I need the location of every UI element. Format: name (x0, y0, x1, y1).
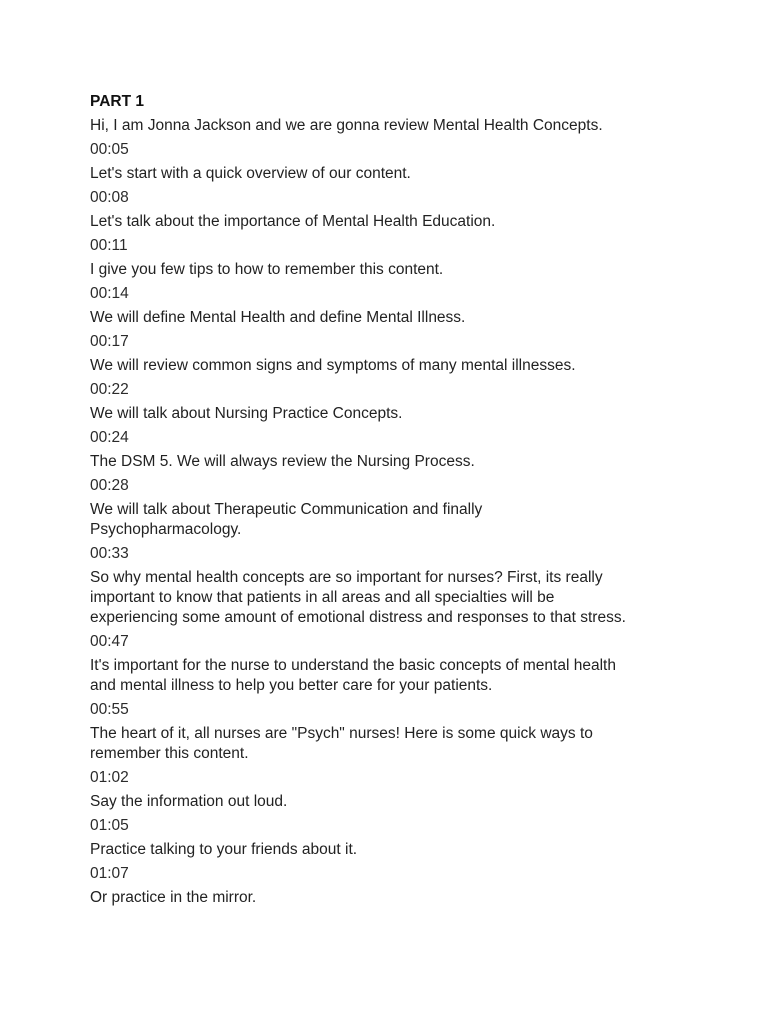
timestamp: 01:07 (90, 865, 129, 882)
transcript-line: We will review common signs and symptoms of many mental illnesses. (90, 357, 576, 374)
timestamp: 01:02 (90, 769, 129, 786)
part-heading: PART 1 (90, 93, 144, 110)
transcript-line: The DSM 5. We will always review the Nursing Process. (90, 453, 475, 470)
timestamp: 00:47 (90, 633, 129, 650)
transcript-line: We will talk about Nursing Practice Concepts. (90, 405, 403, 422)
transcript-line: So why mental health concepts are so important for nurses? First, its really important to know that patients in all areas and all specialties will be experiencing some amount of emotional distress and responses to that stress. (90, 569, 626, 626)
timestamp: 00:28 (90, 477, 129, 494)
transcript-page (90, 92, 710, 912)
timestamp: 01:05 (90, 817, 129, 834)
transcript-line: It's important for the nurse to understand the basic concepts of mental health and mental illness to help you better care for your patients. (90, 657, 616, 694)
timestamp: 00:14 (90, 285, 129, 302)
timestamp: 00:08 (90, 189, 129, 206)
transcript-line: We will define Mental Health and define Mental Illness. (90, 309, 466, 326)
intro-line: Hi, I am Jonna Jackson and we are gonna review Mental Health Concepts. (90, 117, 603, 134)
transcript-line: Practice talking to your friends about it. (90, 841, 358, 858)
transcript-line: Let's start with a quick overview of our content. (90, 165, 411, 182)
timestamp: 00:55 (90, 701, 129, 718)
transcript-line: Let's talk about the importance of Mental Health Education. (90, 213, 496, 230)
timestamp: 00:33 (90, 545, 129, 562)
timestamp: 00:17 (90, 333, 129, 350)
timestamp: 00:11 (90, 237, 128, 254)
transcript-entries (90, 140, 710, 908)
timestamp: 00:24 (90, 429, 129, 446)
transcript-line: I give you few tips to how to remember this content. (90, 261, 444, 278)
transcript-line: The heart of it, all nurses are "Psych" nurses! Here is some quick ways to remember this content. (90, 725, 593, 762)
transcript-line: Say the information out loud. (90, 793, 288, 810)
timestamp: 00:22 (90, 381, 129, 398)
transcript-line: We will talk about Therapeutic Communication and finally Psychopharmacology. (90, 501, 483, 538)
transcript-line: Or practice in the mirror. (90, 889, 257, 906)
timestamp: 00:05 (90, 141, 129, 158)
